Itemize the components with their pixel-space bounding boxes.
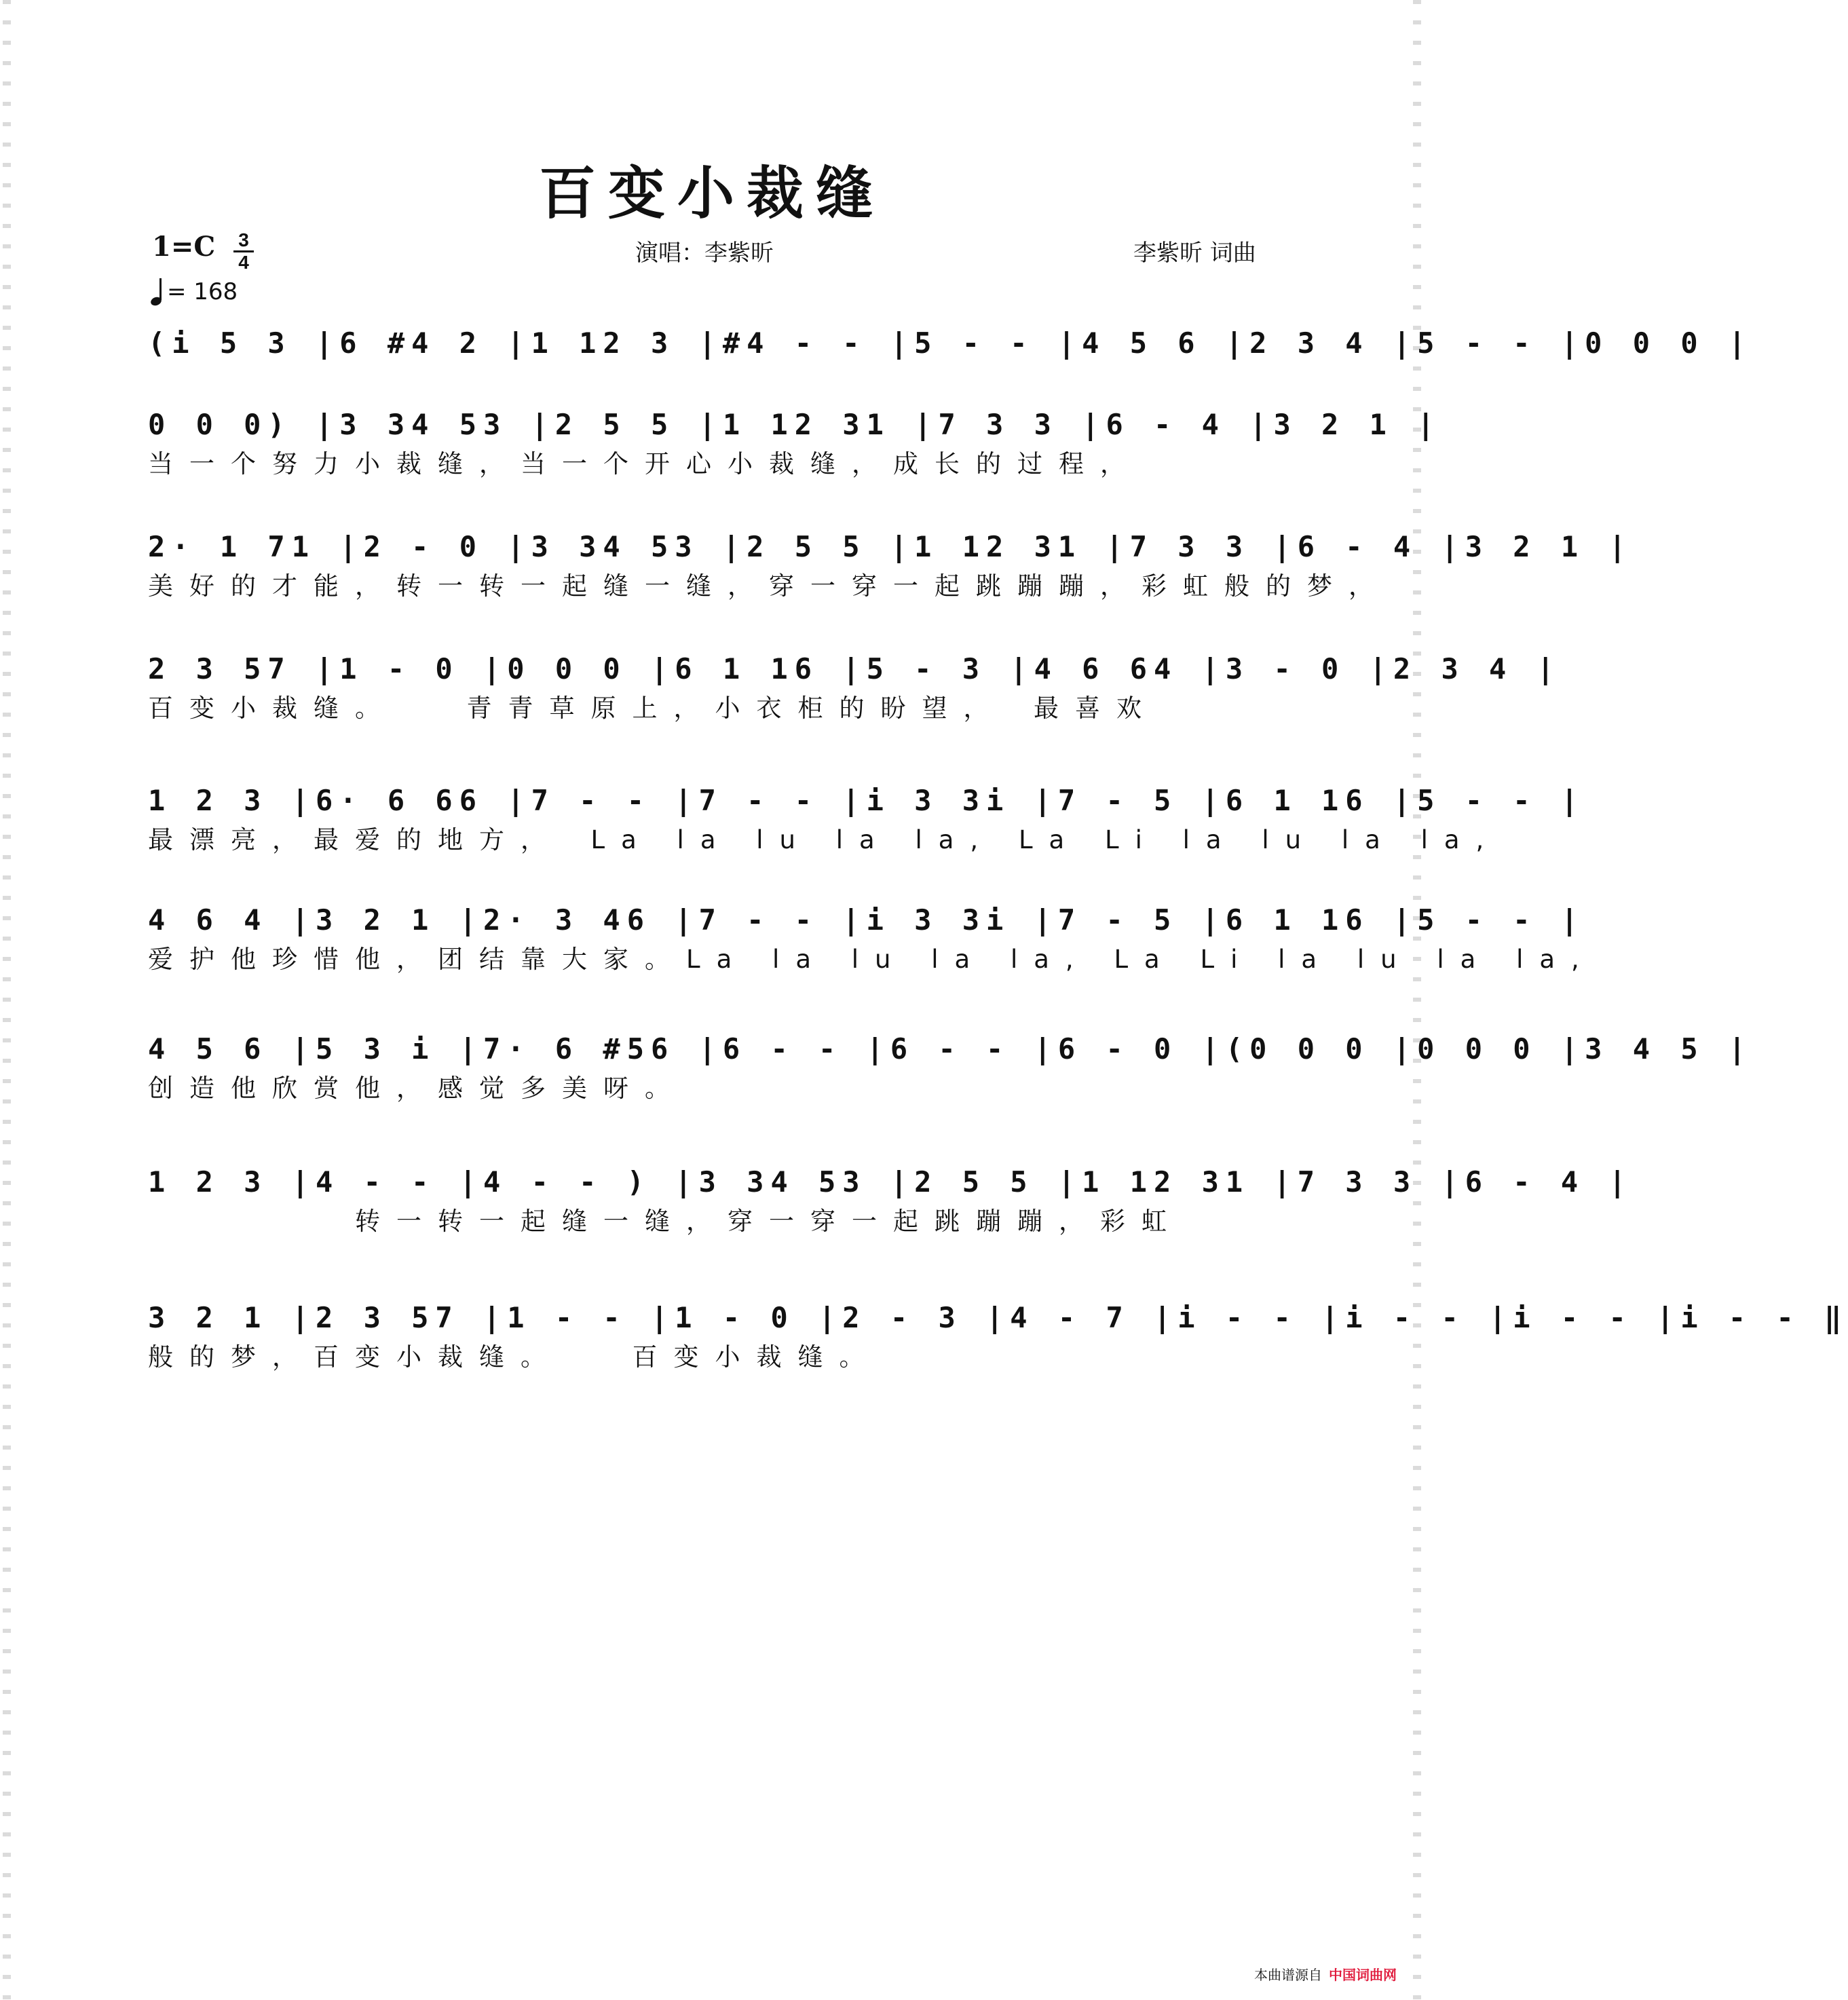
notation-line: 3 2 1 |2 3 57 |1 - - |1 - 0 |2 - 3 |4 - 7 |i - - |i - - |i - - |i - - ‖ — [148, 1301, 1848, 1334]
lyrics-line: 转一转一起缝一缝，穿一穿一起跳蹦蹦，彩虹 — [148, 1207, 1183, 1236]
score-row-5 — [148, 780, 1585, 889]
tempo-marking — [151, 278, 238, 305]
score-row-2 — [148, 404, 1441, 513]
right-watermark-strip — [1413, 0, 1421, 2000]
notation-line: 4 5 6 |5 3 i |7· 6 #56 |6 - - |6 - - |6 - 0 |(0 0 0 |0 0 0 |3 4 5 | — [148, 1032, 1753, 1065]
score-row-4 — [148, 649, 1561, 757]
key-signature: 1=C — [152, 231, 216, 263]
notation-line: 0 0 0) |3 34 53 |2 5 5 |1 12 31 |7 3 3 |6 - 4 |3 2 1 | — [148, 408, 1441, 441]
lyrics-line: 创造他欣赏他，感觉多美呀。 — [148, 1074, 686, 1103]
lyrics-line: 爱护他珍惜他，团结靠大家。La la lu la la, La Li la lu la la, — [148, 945, 1596, 974]
singer-credit: 演唱：李紫昕 — [635, 240, 774, 267]
notation-line: 4 6 4 |3 2 1 |2· 3 46 |7 - - |i 3 3i |7 - 5 |6 1 16 |5 - - | — [148, 903, 1585, 937]
quarter-note-icon — [151, 278, 163, 305]
notation-line: 1 2 3 |6· 6 66 |7 - - |7 - - |i 3 3i |7 - 5 |6 1 16 |5 - - | — [148, 784, 1585, 817]
lyrics-line: 般的梦，百变小裁缝。 百变小裁缝。 — [148, 1342, 881, 1372]
time-denominator: 4 — [238, 252, 249, 273]
composer-credit: 李紫昕 词曲 — [1133, 240, 1256, 267]
time-numerator: 3 — [238, 229, 249, 250]
lyrics-line: 美好的才能，转一转一起缝一缝，穿一穿一起跳蹦蹦，彩虹般的梦， — [148, 571, 1390, 601]
score-row-9 — [148, 1298, 1848, 1406]
notation-line: 1 2 3 |4 - - |4 - - ) |3 34 53 |2 5 5 |1 12 31 |7 3 3 |6 - 4 | — [148, 1165, 1633, 1199]
score-row-6 — [148, 900, 1596, 1008]
score-row-3 — [148, 527, 1633, 635]
lyrics-line: 当一个努力小裁缝，当一个开心小裁缝，成长的过程， — [148, 449, 1142, 478]
notation-line: 2 3 57 |1 - 0 |0 0 0 |6 1 16 |5 - 3 |4 6 64 |3 - 0 |2 3 4 | — [148, 652, 1561, 685]
left-watermark-strip — [3, 0, 11, 2000]
tempo-text: = 168 — [167, 278, 238, 305]
notation-line: 2· 1 71 |2 - 0 |3 34 53 |2 5 5 |1 12 31 |7 3 3 |6 - 4 |3 2 1 | — [148, 530, 1633, 563]
time-signature — [233, 231, 254, 272]
source-brand-link[interactable]: 中国词曲网 — [1329, 1967, 1397, 1983]
lyrics-line: 百变小裁缝。 青青草原上，小衣柜的盼望， 最喜欢 — [148, 694, 1158, 723]
score-row-7 — [148, 1029, 1753, 1137]
lyrics-line: 最漂亮，最爱的地方， La la lu la la, La Li la lu la la, — [148, 825, 1501, 854]
score-row-8 — [148, 1162, 1633, 1270]
source-label: 本曲谱源自 — [1254, 1967, 1322, 1983]
song-title: 百变小裁缝 — [538, 159, 885, 227]
notation-line: (i 5 3 |6 #4 2 |1 12 3 |#4 - - |5 - - |4 5 6 |2 3 4 |5 - - |0 0 0 | — [148, 326, 1753, 360]
source-footer — [1254, 1964, 1397, 1984]
